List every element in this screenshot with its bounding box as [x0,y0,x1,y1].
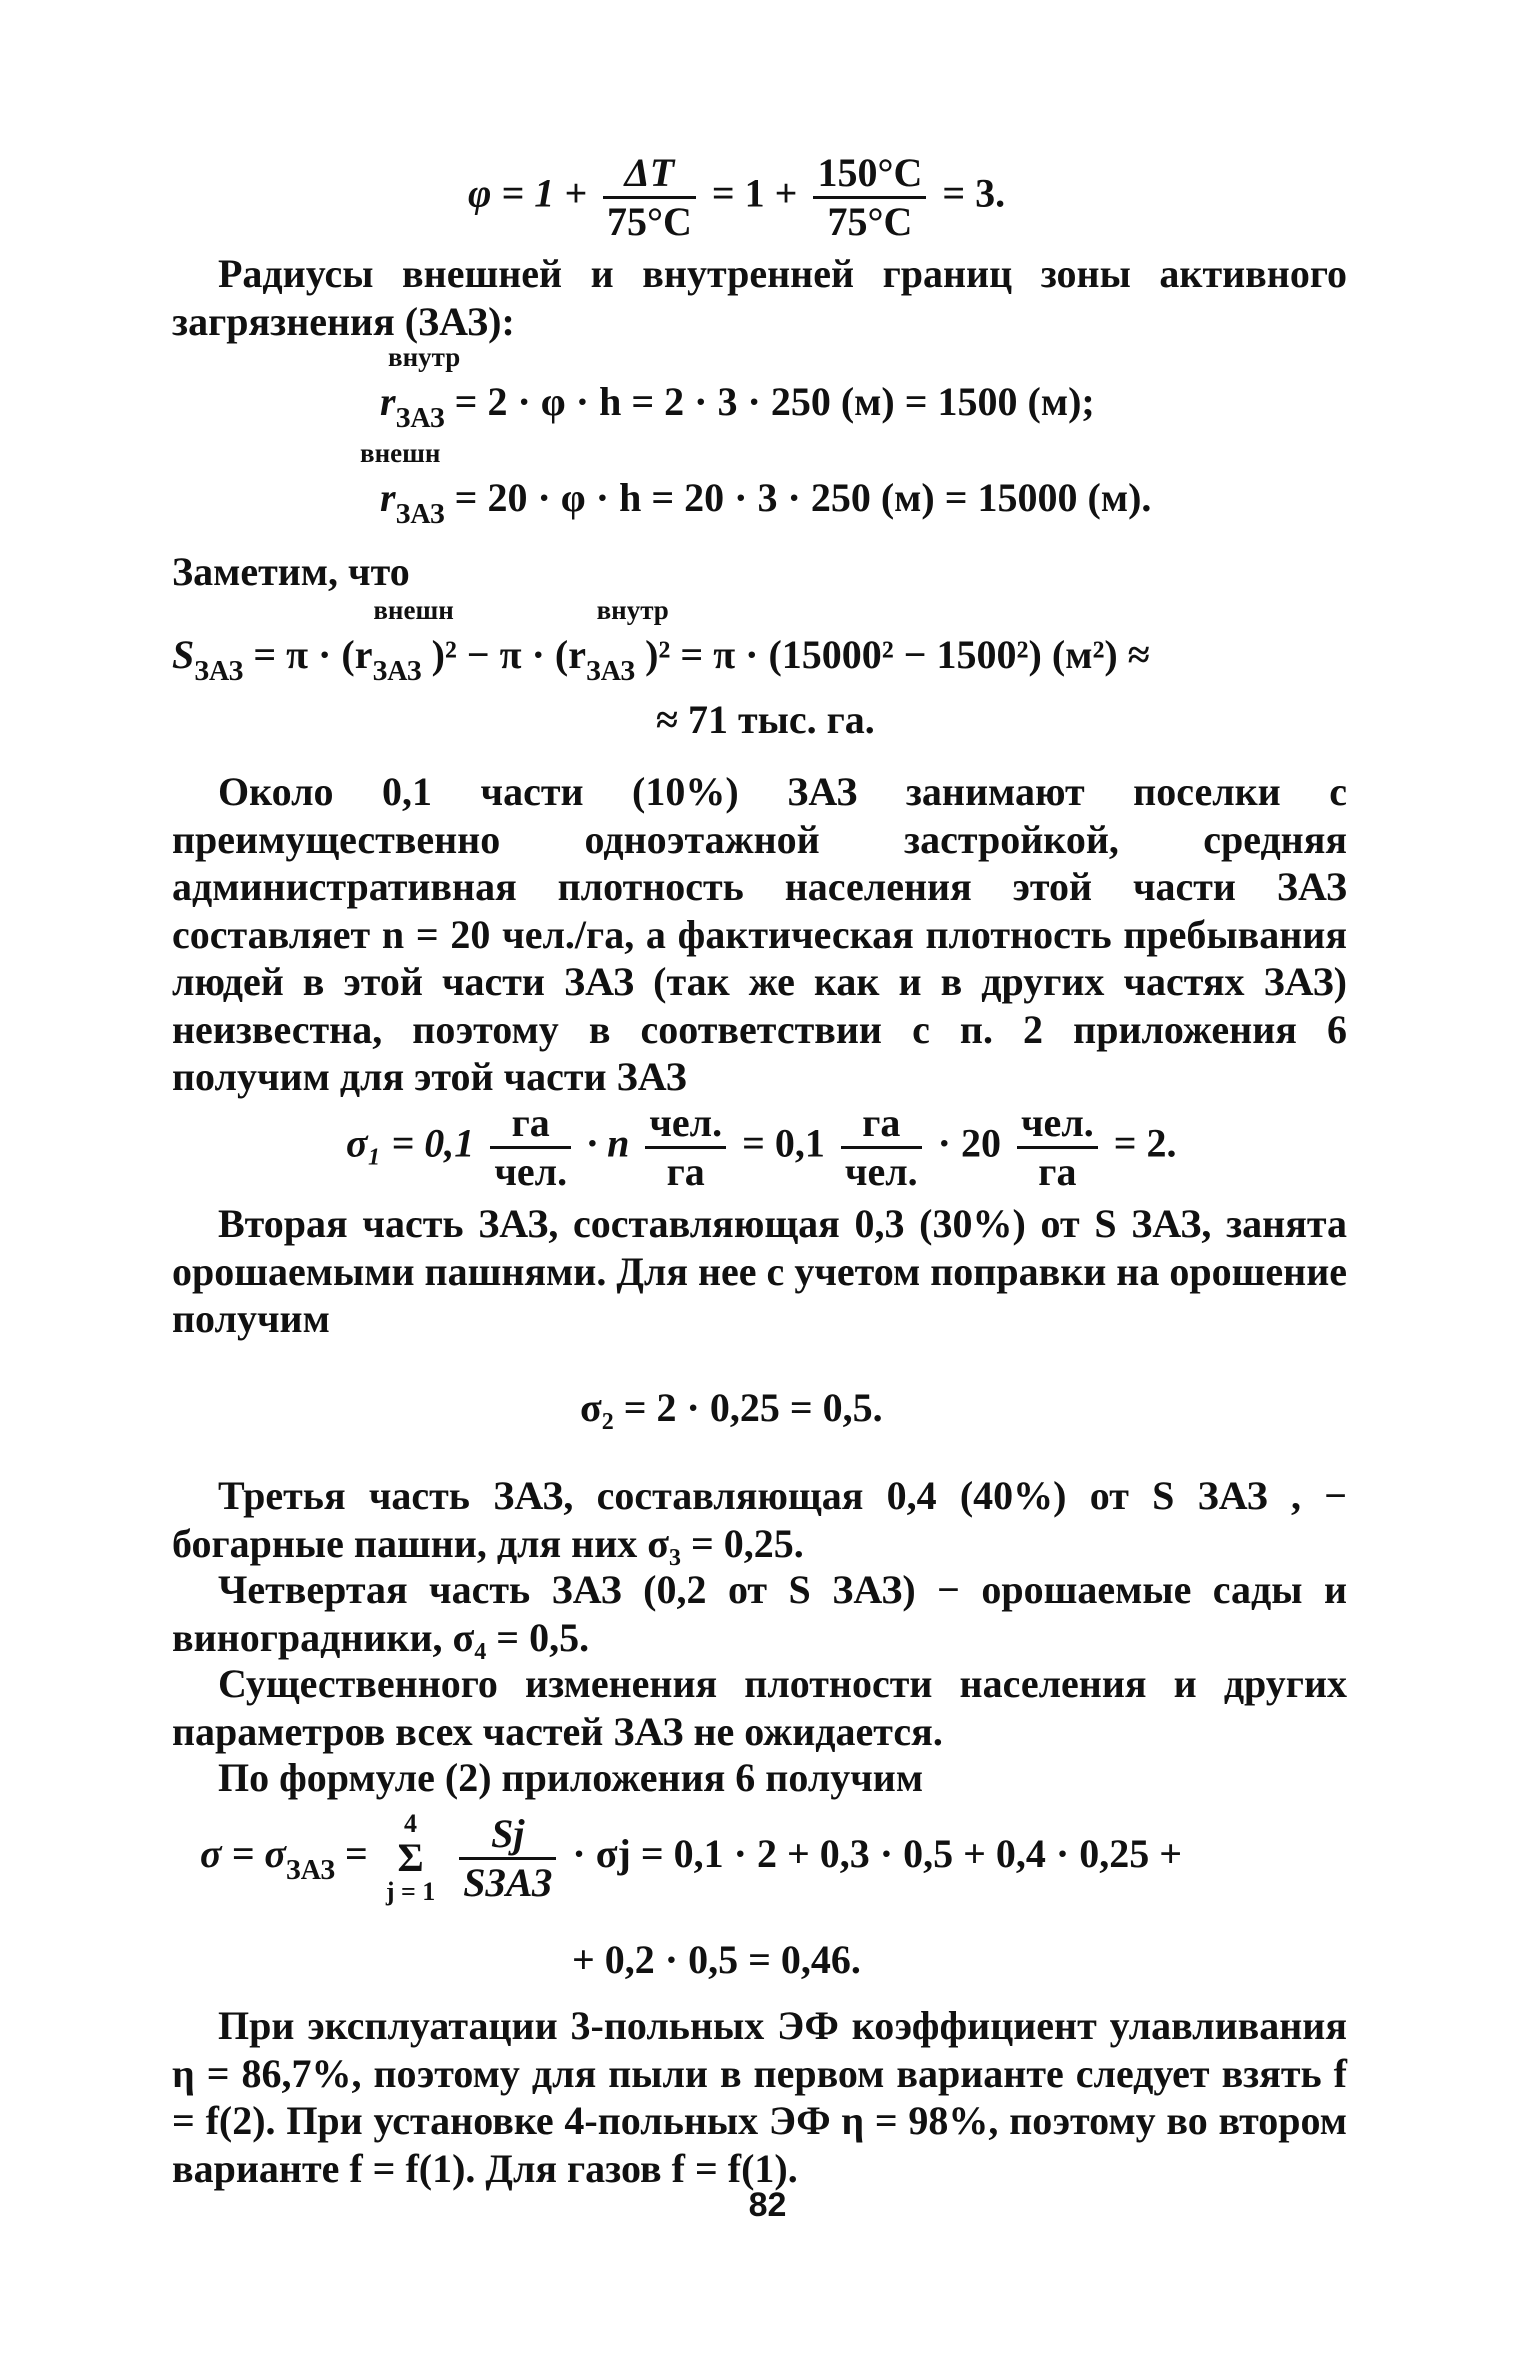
fraction [490,1100,571,1195]
r-inner-symbol [380,342,461,434]
paragraph-third-part: Третья часть ЗАЗ, составляющая 0,4 (40%) от S ЗАЗ , − богарные пашни, для них σ₃ = 0,25. [172,1473,1347,1566]
area-part2 [431,595,669,687]
symbol-r: r [380,379,396,424]
sum-operator [382,1810,439,1906]
symbol-r: r [380,475,396,520]
superscript-label: внутр [388,342,461,372]
superscript-label: внешн [360,438,441,468]
frac-num: чел. [645,1100,726,1149]
frac-den: чел. [844,1149,918,1194]
frac-den: га [666,1149,705,1194]
fraction [645,1100,726,1195]
eq-phi-mid: = 1 + [711,170,798,216]
frac-den: 75°C [606,199,692,244]
eq-sigma1-rhs: = 2. [1113,1120,1177,1166]
eq-sigma1-mid3: · 20 [937,1120,1001,1166]
subscript-label: ЗАЗ [194,656,244,687]
subscript-label: ЗАЗ [285,1855,336,1887]
frac-num: га [841,1100,922,1149]
equation-sigma2: σ₂ = 2 · 0,25 = 0,5. [580,1385,883,1430]
r-outer-symbol [360,438,445,530]
area-part1 [253,595,454,687]
paragraph-radii: Радиусы внешней и внутренней границ зоны активного загрязнения (ЗАЗ): [172,251,1347,344]
fraction-delta-t [603,150,696,245]
frac-den: 75°C [827,199,913,244]
fraction [841,1100,922,1195]
eq-r-outer-rhs: = 20 · φ · h = 20 · 3 · 250 (м) = 15000 (м). [454,475,1152,520]
superscript-label: внутр [596,595,669,625]
subscript-label: ЗАЗ [395,403,445,434]
paragraph-note: Заметим, что [172,549,410,594]
page-number: 82 [748,2186,787,2224]
sum-lower-limit: j = 1 [385,1877,436,1906]
frac-den: SЗАЗ [463,1859,553,1905]
eq-sigma-lhs: σ = σ [200,1831,286,1877]
equals-sign: = [345,1831,368,1877]
paragraph-formula-intro: По формуле (2) приложения 6 получим [218,1755,924,1800]
fraction-150 [813,150,926,245]
eq-area-part1: = π · (r [253,632,373,677]
eq-r-inner-rhs: = 2 · φ · h = 2 · 3 · 250 (м) = 1500 (м); [454,379,1095,424]
superscript-label: внешн [373,595,454,625]
equation-sigma1 [346,1100,1177,1195]
eq-sigma1-mid2: = 0,1 [742,1120,825,1166]
equation-r-outer [360,438,1152,530]
eq-phi-rhs: = 3. [942,170,1006,216]
paragraph-first-part: Около 0,1 части (10%) ЗАЗ занимают поселки с преимущественно одноэтажной застройкой, средняя административная плотность населения этой части ЗАЗ составляет n = 20 чел./га, а фактическая плотность пребывания людей в этой части ЗАЗ (так же как и в других частях ЗАЗ) неизвестна, поэтому в соответствии с п. 2 приложения 6 получим для этой части ЗАЗ [172,769,1347,1099]
paragraph-no-change: Существенного изменения плотности населения и других параметров всех частей ЗАЗ не ожидается. [172,1661,1347,1754]
equation-area [172,595,1150,687]
frac-den: га [1038,1149,1077,1194]
fraction-sj [459,1811,556,1906]
paragraph-second-part: Вторая часть ЗАЗ, составляющая 0,3 (30%) от S ЗАЗ, занята орошаемыми пашнями. Для нее с учетом поправки на орошение получим [172,1201,1347,1341]
eq-sigma1-lhs: σ₁ = 0,1 [346,1120,475,1166]
subscript-label: ЗАЗ [395,499,445,530]
frac-num: чел. [1017,1100,1098,1149]
eq-sigma1-mid1: · n [587,1120,630,1166]
frac-num: 150°C [813,150,926,199]
equation-sigma-total-line2: + 0,2 · 0,5 = 0,46. [572,1937,861,1982]
eq-sigma-rhs: · σj = 0,1 · 2 + 0,3 · 0,5 + 0,4 · 0,25 + [572,1831,1183,1877]
sum-symbol: Σ [397,1835,424,1880]
frac-num: Sj [459,1811,556,1860]
subscript-label: ЗАЗ [372,656,422,687]
equation-sigma-total [200,1810,1182,1906]
equation-phi [468,150,1005,245]
frac-den: чел. [494,1149,568,1194]
eq-phi-lhs: φ = 1 + [468,170,587,216]
sum-upper-limit: 4 [404,1809,418,1838]
equation-area-line2: ≈ 71 тыс. га. [656,697,875,742]
paragraph-filters: При эксплуатации 3-польных ЭФ коэффициент улавливания η = 86,7%, поэтому для пыли в первом варианте следует взять f = f(2). При установке 4-польных ЭФ η = 98%, поэтому во втором варианте f = f(1). Для газов f = f(1). [172,2003,1347,2191]
fraction [1017,1100,1098,1195]
eq-area-part2: )² − π · (r [431,632,586,677]
equation-r-inner [380,342,1095,434]
subscript-label: ЗАЗ [586,656,636,687]
frac-num: га [490,1100,571,1149]
eq-area-part3: )² = π · (15000² − 1500²) (м²) ≈ [645,632,1150,677]
symbol-s: S [172,632,195,677]
paragraph-fourth-part: Четвертая часть ЗАЗ (0,2 от S ЗАЗ) − орошаемые сады и виноградники, σ₄ = 0,5. [172,1567,1347,1660]
frac-num: ΔT [603,150,696,199]
